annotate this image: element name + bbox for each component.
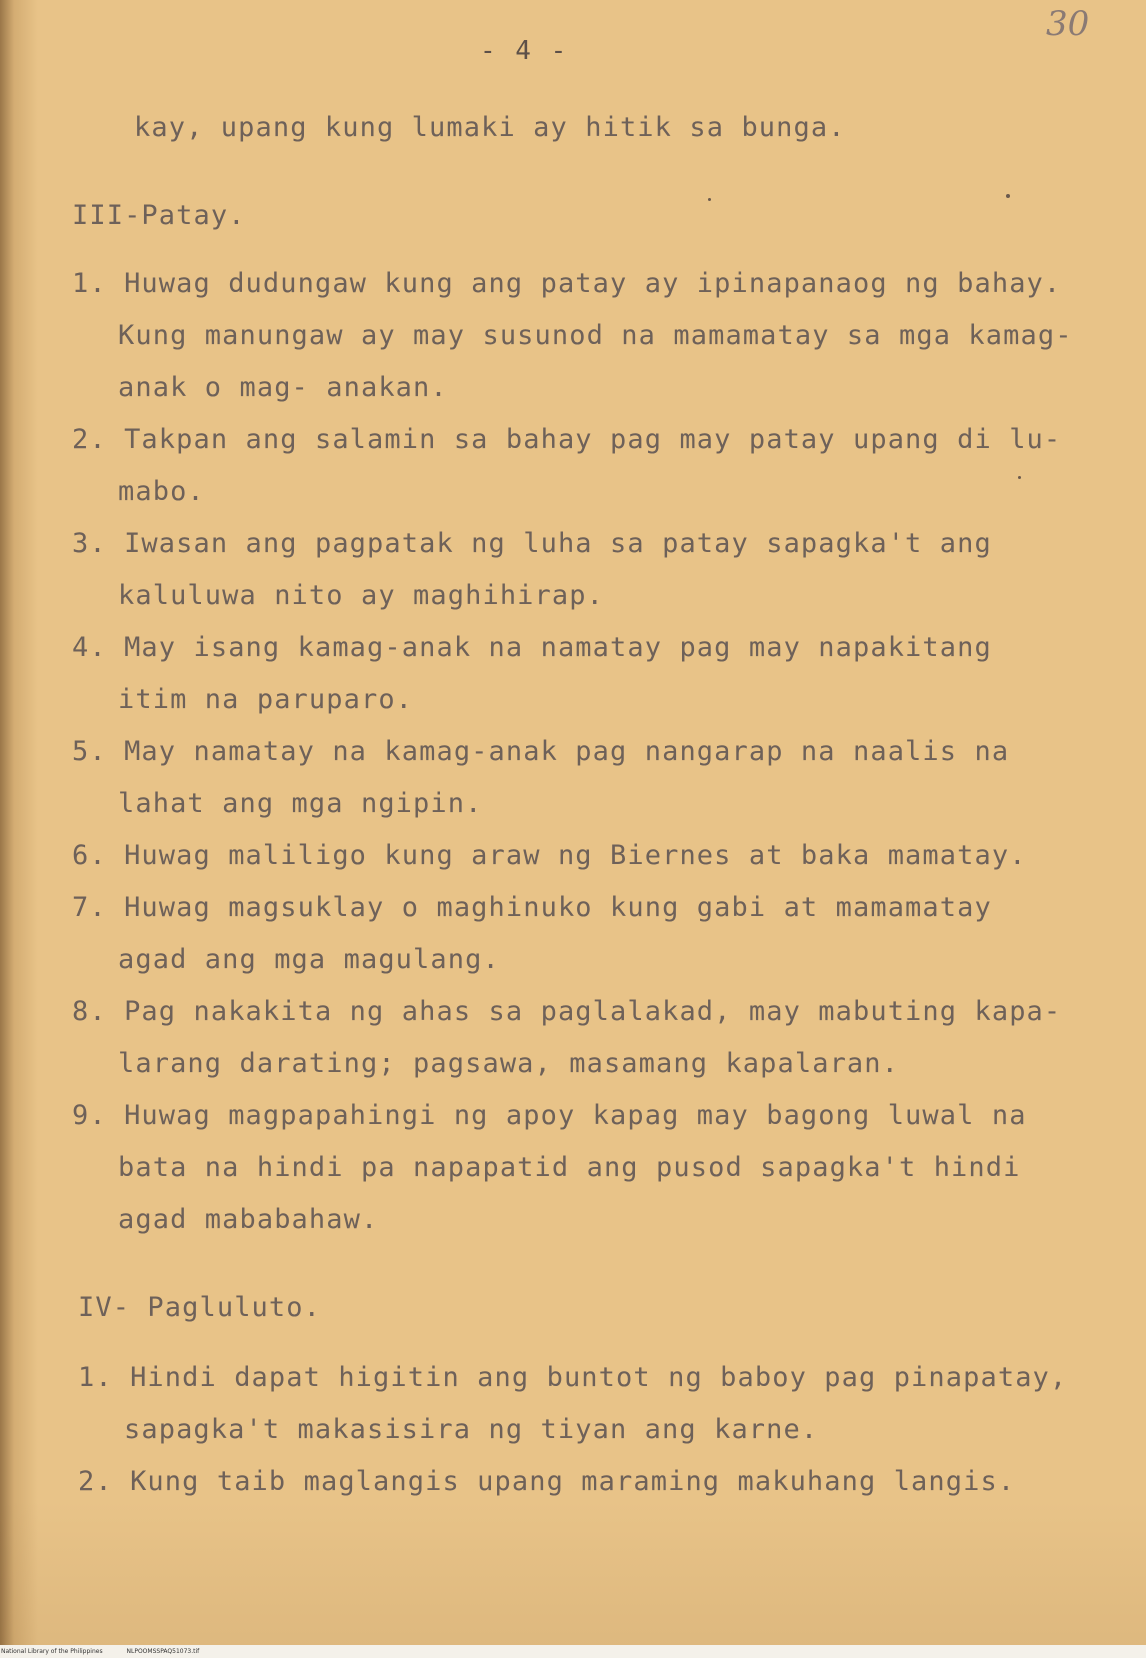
- ink-speck: [1018, 476, 1021, 479]
- list-item-continuation: anak o mag- anakan.: [118, 372, 448, 403]
- list-item: 2. Kung taib maglangis upang maraming makuhang langis.: [78, 1466, 1016, 1497]
- footer-institution: National Library of the Philippines: [1, 1648, 103, 1655]
- section-heading-patay: III-Patay.: [72, 200, 246, 231]
- list-item-continuation: lahat ang mga ngipin.: [118, 788, 483, 819]
- list-item-continuation: itim na paruparo.: [118, 684, 414, 715]
- list-item: 6. Huwag maliligo kung araw ng Biernes at baka mamatay.: [72, 840, 1027, 871]
- list-item-continuation: larang darating; pagsawa, masamang kapalaran.: [118, 1048, 899, 1079]
- section-heading-pagluluto: IV- Pagluluto.: [78, 1292, 321, 1323]
- ink-speck: [708, 198, 711, 201]
- list-item: 9. Huwag magpapahingi ng apoy kapag may bagong luwal na: [72, 1100, 1027, 1131]
- list-item-continuation: bata na hindi pa napapatid ang pusod sapagka't hindi: [118, 1152, 1021, 1183]
- scan-footer: [0, 1645, 1146, 1658]
- list-item-continuation: kaluluwa nito ay maghihirap.: [118, 580, 604, 611]
- text-line: kay, upang kung lumaki ay hitik sa bunga.: [134, 112, 846, 143]
- list-item-continuation: agad ang mga magulang.: [118, 944, 500, 975]
- ink-speck: [1006, 194, 1010, 198]
- list-item-continuation: Kung manungaw ay may susunod na mamamatay sa mga kamag-: [118, 320, 1073, 351]
- footer-filename: NLPOOMSSPAQ51073.tif: [126, 1648, 200, 1655]
- archive-page-number: 30: [1046, 4, 1090, 44]
- list-item: 7. Huwag magsuklay o maghinuko kung gabi at mamamatay: [72, 892, 992, 923]
- list-item: 1. Hindi dapat higitin ang buntot ng baboy pag pinapatay,: [78, 1362, 1068, 1393]
- list-item-continuation: mabo.: [118, 476, 205, 507]
- list-item: 8. Pag nakakita ng ahas sa paglalakad, may mabuting kapa-: [72, 996, 1062, 1027]
- list-item-continuation: agad mababahaw.: [118, 1204, 379, 1235]
- list-item: 5. May namatay na kamag-anak pag nangarap na naalis na: [72, 736, 1010, 767]
- page-number: - 4 -: [480, 36, 569, 66]
- list-item: 2. Takpan ang salamin sa bahay pag may patay upang di lu-: [72, 424, 1062, 455]
- list-item-continuation: sapagka't makasisira ng tiyan ang karne.: [124, 1414, 819, 1445]
- list-item: 1. Huwag dudungaw kung ang patay ay ipinapanaog ng bahay.: [72, 268, 1062, 299]
- list-item: 4. May isang kamag-anak na namatay pag may napakitang: [72, 632, 992, 663]
- list-item: 3. Iwasan ang pagpatak ng luha sa patay sapagka't ang: [72, 528, 992, 559]
